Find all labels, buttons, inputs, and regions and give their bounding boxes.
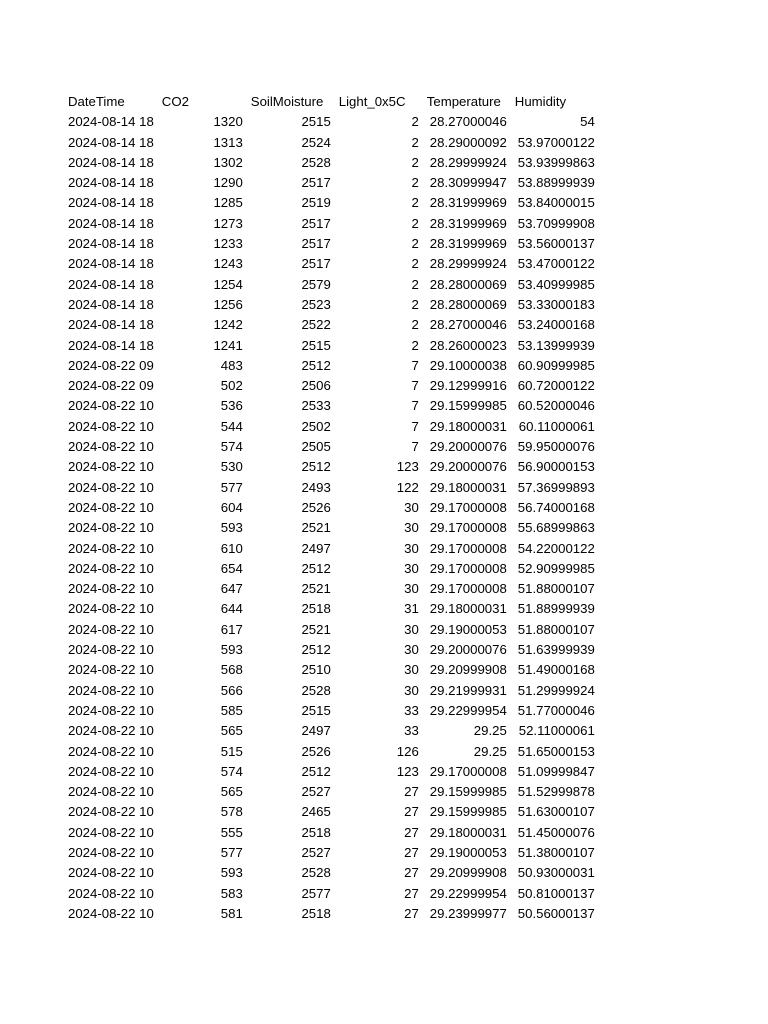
cell-temperature: 28.29000092: [429, 134, 507, 150]
cell-datetime: 2024-08-22 10: [68, 540, 154, 556]
table-row: [64, 133, 599, 153]
cell-light: 123: [396, 763, 419, 779]
cell-temperature: 28.31999969: [429, 236, 507, 252]
header-humidity: Humidity: [514, 94, 567, 109]
table-row: [64, 234, 599, 254]
cell-datetime: 2024-08-22 10: [68, 804, 154, 820]
cell-temperature: 29.20999908: [429, 662, 507, 678]
cell-soilmoisture: 2505: [301, 439, 331, 455]
cell-soilmoisture: 2512: [301, 459, 331, 475]
cell-soilmoisture: 2517: [301, 215, 331, 231]
cell-datetime: 2024-08-22 10: [68, 459, 154, 475]
cell-light: 7: [411, 398, 419, 414]
cell-humidity: 53.56000137: [517, 236, 595, 252]
table-row: [64, 376, 599, 396]
cell-temperature: 29.23999977: [429, 905, 507, 921]
cell-light: 2: [411, 154, 419, 170]
cell-temperature: 29.12999916: [429, 378, 507, 394]
cell-light: 2: [411, 134, 419, 150]
cell-soilmoisture: 2517: [301, 236, 331, 252]
cell-temperature: 29.25: [473, 723, 507, 739]
cell-soilmoisture: 2510: [301, 662, 331, 678]
cell-temperature: 28.28000069: [429, 296, 507, 312]
cell-humidity: 51.65000153: [517, 743, 595, 759]
cell-soilmoisture: 2524: [301, 134, 331, 150]
cell-light: 30: [404, 499, 419, 515]
table-row: [64, 295, 599, 315]
cell-datetime: 2024-08-22 10: [68, 784, 154, 800]
cell-datetime: 2024-08-14 18: [68, 236, 154, 252]
cell-light: 2: [411, 256, 419, 272]
cell-humidity: 51.09999847: [517, 763, 595, 779]
cell-light: 30: [404, 621, 419, 637]
cell-datetime: 2024-08-22 10: [68, 844, 154, 860]
cell-humidity: 60.90999985: [517, 357, 595, 373]
table-row: [64, 782, 599, 802]
cell-soilmoisture: 2577: [301, 885, 331, 901]
table-row: [64, 701, 599, 721]
cell-datetime: 2024-08-22 10: [68, 601, 154, 617]
cell-temperature: 29.19000053: [429, 844, 507, 860]
cell-humidity: 50.81000137: [517, 885, 595, 901]
table-row: [64, 315, 599, 335]
cell-datetime: 2024-08-22 10: [68, 662, 154, 678]
table-row: [64, 173, 599, 193]
table-row: [64, 620, 599, 640]
cell-humidity: 56.90000153: [517, 459, 595, 475]
cell-co2: 565: [220, 723, 243, 739]
cell-light: 2: [411, 215, 419, 231]
table-body: [64, 92, 599, 924]
cell-soilmoisture: 2527: [301, 844, 331, 860]
cell-humidity: 51.49000168: [517, 662, 595, 678]
table-row: [64, 640, 599, 660]
table-row: [64, 336, 599, 356]
table-row: [64, 396, 599, 416]
cell-temperature: 29.10000038: [429, 357, 507, 373]
cell-datetime: 2024-08-22 09: [68, 378, 154, 394]
cell-light: 30: [404, 642, 419, 658]
cell-humidity: 51.52999878: [517, 784, 595, 800]
cell-soilmoisture: 2521: [301, 581, 331, 597]
cell-temperature: 29.17000008: [429, 560, 507, 576]
table-row: [64, 153, 599, 173]
cell-co2: 578: [220, 804, 243, 820]
data-table: [64, 92, 599, 924]
table-row: [64, 518, 599, 538]
cell-temperature: 29.17000008: [429, 520, 507, 536]
cell-temperature: 29.20000076: [429, 439, 507, 455]
cell-co2: 1285: [213, 195, 243, 211]
cell-datetime: 2024-08-22 10: [68, 905, 154, 921]
cell-temperature: 28.28000069: [429, 276, 507, 292]
cell-co2: 593: [220, 520, 243, 536]
cell-soilmoisture: 2512: [301, 560, 331, 576]
table-row: [64, 863, 599, 883]
cell-co2: 1254: [213, 276, 243, 292]
table-row: [64, 254, 599, 274]
cell-soilmoisture: 2518: [301, 905, 331, 921]
table-row: [64, 275, 599, 295]
table-row: [64, 478, 599, 498]
cell-soilmoisture: 2465: [301, 804, 331, 820]
cell-temperature: 29.18000031: [429, 601, 507, 617]
cell-humidity: 51.29999924: [517, 682, 595, 698]
cell-datetime: 2024-08-22 10: [68, 642, 154, 658]
cell-light: 2: [411, 337, 419, 353]
cell-humidity: 53.24000168: [517, 317, 595, 333]
cell-soilmoisture: 2515: [301, 114, 331, 130]
cell-light: 30: [404, 520, 419, 536]
cell-humidity: 56.74000168: [517, 499, 595, 515]
cell-light: 123: [396, 459, 419, 475]
cell-light: 33: [404, 702, 419, 718]
cell-datetime: 2024-08-22 10: [68, 763, 154, 779]
table-row: [64, 559, 599, 579]
cell-co2: 544: [220, 418, 243, 434]
cell-temperature: 28.31999969: [429, 195, 507, 211]
cell-humidity: 53.33000183: [517, 296, 595, 312]
cell-temperature: 29.22999954: [429, 702, 507, 718]
cell-temperature: 29.21999931: [429, 682, 507, 698]
cell-light: 27: [404, 885, 419, 901]
cell-light: 7: [411, 439, 419, 455]
cell-datetime: 2024-08-14 18: [68, 114, 154, 130]
cell-soilmoisture: 2579: [301, 276, 331, 292]
cell-datetime: 2024-08-14 18: [68, 256, 154, 272]
cell-soilmoisture: 2528: [301, 682, 331, 698]
header-soilmoisture: SoilMoisture: [250, 94, 324, 109]
cell-light: 2: [411, 175, 419, 191]
cell-humidity: 59.95000076: [517, 439, 595, 455]
table-row: [64, 498, 599, 518]
cell-humidity: 55.68999863: [517, 520, 595, 536]
cell-soilmoisture: 2526: [301, 743, 331, 759]
cell-light: 2: [411, 276, 419, 292]
cell-soilmoisture: 2515: [301, 702, 331, 718]
table-row: [64, 457, 599, 477]
cell-datetime: 2024-08-22 10: [68, 560, 154, 576]
table-row: [64, 437, 599, 457]
cell-humidity: 54.22000122: [517, 540, 595, 556]
cell-soilmoisture: 2497: [301, 723, 331, 739]
cell-light: 31: [404, 601, 419, 617]
cell-co2: 577: [220, 844, 243, 860]
header-datetime: DateTime: [68, 94, 125, 109]
cell-co2: 536: [220, 398, 243, 414]
cell-light: 2: [411, 296, 419, 312]
cell-light: 30: [404, 662, 419, 678]
cell-humidity: 51.88000107: [517, 581, 595, 597]
cell-humidity: 52.90999985: [517, 560, 595, 576]
cell-light: 27: [404, 865, 419, 881]
cell-light: 2: [411, 195, 419, 211]
cell-humidity: 53.47000122: [517, 256, 595, 272]
table-row: [64, 599, 599, 619]
cell-light: 30: [404, 581, 419, 597]
cell-soilmoisture: 2518: [301, 601, 331, 617]
cell-soilmoisture: 2506: [301, 378, 331, 394]
table-row: [64, 417, 599, 437]
cell-soilmoisture: 2528: [301, 865, 331, 881]
cell-soilmoisture: 2521: [301, 520, 331, 536]
cell-co2: 574: [220, 439, 243, 455]
cell-humidity: 57.36999893: [517, 479, 595, 495]
cell-co2: 483: [220, 357, 243, 373]
cell-soilmoisture: 2497: [301, 540, 331, 556]
cell-datetime: 2024-08-22 10: [68, 581, 154, 597]
cell-temperature: 28.27000046: [429, 114, 507, 130]
cell-temperature: 28.29999924: [429, 256, 507, 272]
cell-temperature: 28.27000046: [429, 317, 507, 333]
header-row: [64, 92, 599, 112]
cell-humidity: 53.84000015: [517, 195, 595, 211]
cell-soilmoisture: 2522: [301, 317, 331, 333]
cell-datetime: 2024-08-22 10: [68, 499, 154, 515]
cell-light: 122: [396, 479, 419, 495]
cell-datetime: 2024-08-22 10: [68, 865, 154, 881]
table-row: [64, 579, 599, 599]
header-co2: CO2: [161, 94, 189, 109]
cell-soilmoisture: 2512: [301, 763, 331, 779]
cell-co2: 593: [220, 642, 243, 658]
cell-humidity: 54: [580, 114, 595, 130]
cell-co2: 1256: [213, 296, 243, 312]
cell-co2: 577: [220, 479, 243, 495]
cell-humidity: 50.93000031: [517, 865, 595, 881]
cell-light: 30: [404, 682, 419, 698]
table-row: [64, 681, 599, 701]
cell-datetime: 2024-08-22 10: [68, 885, 154, 901]
cell-temperature: 29.19000053: [429, 621, 507, 637]
cell-datetime: 2024-08-14 18: [68, 215, 154, 231]
cell-light: 7: [411, 357, 419, 373]
cell-co2: 647: [220, 581, 243, 597]
cell-datetime: 2024-08-22 09: [68, 357, 154, 373]
cell-co2: 593: [220, 865, 243, 881]
table-row: [64, 742, 599, 762]
cell-datetime: 2024-08-14 18: [68, 276, 154, 292]
cell-datetime: 2024-08-14 18: [68, 175, 154, 191]
cell-humidity: 60.11000061: [518, 418, 595, 434]
cell-temperature: 29.18000031: [429, 824, 507, 840]
cell-co2: 617: [220, 621, 243, 637]
cell-soilmoisture: 2519: [301, 195, 331, 211]
cell-soilmoisture: 2527: [301, 784, 331, 800]
cell-co2: 515: [220, 743, 243, 759]
cell-light: 126: [396, 743, 419, 759]
cell-datetime: 2024-08-22 10: [68, 520, 154, 536]
cell-datetime: 2024-08-22 10: [68, 743, 154, 759]
cell-temperature: 29.15999985: [429, 398, 507, 414]
cell-soilmoisture: 2515: [301, 337, 331, 353]
cell-soilmoisture: 2512: [301, 642, 331, 658]
cell-temperature: 28.31999969: [429, 215, 507, 231]
cell-humidity: 51.45000076: [517, 824, 595, 840]
cell-temperature: 29.17000008: [429, 581, 507, 597]
cell-co2: 568: [220, 662, 243, 678]
cell-humidity: 60.52000046: [517, 398, 595, 414]
cell-temperature: 29.20999908: [429, 865, 507, 881]
cell-temperature: 29.17000008: [429, 499, 507, 515]
cell-datetime: 2024-08-22 10: [68, 621, 154, 637]
cell-humidity: 60.72000122: [517, 378, 595, 394]
cell-light: 27: [404, 784, 419, 800]
cell-datetime: 2024-08-22 10: [68, 479, 154, 495]
cell-humidity: 51.88999939: [517, 601, 595, 617]
cell-soilmoisture: 2493: [301, 479, 331, 495]
cell-co2: 610: [220, 540, 243, 556]
cell-humidity: 51.38000107: [517, 844, 595, 860]
cell-datetime: 2024-08-14 18: [68, 296, 154, 312]
cell-co2: 1233: [213, 236, 243, 252]
cell-light: 30: [404, 540, 419, 556]
header-temperature: Temperature: [426, 94, 501, 109]
cell-soilmoisture: 2518: [301, 824, 331, 840]
cell-soilmoisture: 2528: [301, 154, 331, 170]
table-row: [64, 823, 599, 843]
cell-co2: 1243: [213, 256, 243, 272]
cell-datetime: 2024-08-14 18: [68, 134, 154, 150]
cell-temperature: 29.18000031: [429, 418, 507, 434]
table-row: [64, 884, 599, 904]
cell-soilmoisture: 2521: [301, 621, 331, 637]
header-light: Light_0x5C: [338, 94, 406, 109]
cell-humidity: 51.63000107: [517, 804, 595, 820]
cell-co2: 530: [220, 459, 243, 475]
cell-datetime: 2024-08-22 10: [68, 398, 154, 414]
cell-datetime: 2024-08-14 18: [68, 337, 154, 353]
cell-datetime: 2024-08-22 10: [68, 702, 154, 718]
cell-humidity: 50.56000137: [517, 905, 595, 921]
table-row: [64, 356, 599, 376]
cell-soilmoisture: 2512: [301, 357, 331, 373]
cell-co2: 1241: [213, 337, 243, 353]
table-row: [64, 660, 599, 680]
cell-datetime: 2024-08-14 18: [68, 195, 154, 211]
cell-light: 2: [411, 236, 419, 252]
cell-temperature: 29.15999985: [429, 784, 507, 800]
cell-light: 27: [404, 844, 419, 860]
cell-light: 27: [404, 905, 419, 921]
cell-soilmoisture: 2526: [301, 499, 331, 515]
cell-datetime: 2024-08-14 18: [68, 317, 154, 333]
cell-temperature: 29.18000031: [429, 479, 507, 495]
cell-light: 7: [411, 418, 419, 434]
cell-humidity: 53.93999863: [517, 154, 595, 170]
cell-co2: 1313: [213, 134, 243, 150]
cell-humidity: 52.11000061: [518, 723, 595, 739]
cell-temperature: 28.26000023: [429, 337, 507, 353]
table-row: [64, 721, 599, 741]
cell-humidity: 51.77000046: [517, 702, 595, 718]
cell-datetime: 2024-08-22 10: [68, 418, 154, 434]
cell-temperature: 28.30999947: [429, 175, 507, 191]
table-row: [64, 539, 599, 559]
cell-temperature: 29.22999954: [429, 885, 507, 901]
cell-light: 30: [404, 560, 419, 576]
cell-co2: 1273: [213, 215, 243, 231]
cell-light: 2: [411, 114, 419, 130]
cell-light: 7: [411, 378, 419, 394]
cell-co2: 1290: [213, 175, 243, 191]
table-row: [64, 214, 599, 234]
table-row: [64, 112, 599, 132]
cell-datetime: 2024-08-22 10: [68, 682, 154, 698]
cell-co2: 644: [220, 601, 243, 617]
cell-humidity: 51.88000107: [517, 621, 595, 637]
cell-co2: 604: [220, 499, 243, 515]
cell-datetime: 2024-08-22 10: [68, 723, 154, 739]
cell-light: 27: [404, 824, 419, 840]
cell-humidity: 53.13999939: [517, 337, 595, 353]
cell-soilmoisture: 2517: [301, 175, 331, 191]
cell-soilmoisture: 2523: [301, 296, 331, 312]
cell-temperature: 28.29999924: [429, 154, 507, 170]
cell-soilmoisture: 2533: [301, 398, 331, 414]
cell-co2: 1302: [213, 154, 243, 170]
cell-co2: 1320: [213, 114, 243, 130]
cell-datetime: 2024-08-22 10: [68, 439, 154, 455]
cell-temperature: 29.17000008: [429, 763, 507, 779]
table-row: [64, 904, 599, 924]
cell-soilmoisture: 2517: [301, 256, 331, 272]
cell-temperature: 29.17000008: [429, 540, 507, 556]
cell-co2: 581: [220, 905, 243, 921]
cell-humidity: 53.88999939: [517, 175, 595, 191]
cell-co2: 1242: [213, 317, 243, 333]
cell-light: 33: [404, 723, 419, 739]
cell-co2: 566: [220, 682, 243, 698]
cell-humidity: 53.40999985: [517, 276, 595, 292]
cell-humidity: 51.63999939: [517, 642, 595, 658]
cell-co2: 565: [220, 784, 243, 800]
cell-light: 2: [411, 317, 419, 333]
cell-light: 27: [404, 804, 419, 820]
cell-datetime: 2024-08-14 18: [68, 154, 154, 170]
table-row: [64, 193, 599, 213]
cell-co2: 583: [220, 885, 243, 901]
cell-co2: 585: [220, 702, 243, 718]
cell-temperature: 29.25: [473, 743, 507, 759]
cell-temperature: 29.20000076: [429, 642, 507, 658]
cell-co2: 502: [220, 378, 243, 394]
cell-co2: 555: [220, 824, 243, 840]
cell-co2: 574: [220, 763, 243, 779]
cell-soilmoisture: 2502: [301, 418, 331, 434]
table-row: [64, 802, 599, 822]
cell-temperature: 29.20000076: [429, 459, 507, 475]
cell-temperature: 29.15999985: [429, 804, 507, 820]
table-row: [64, 843, 599, 863]
table-row: [64, 762, 599, 782]
cell-humidity: 53.97000122: [517, 134, 595, 150]
cell-datetime: 2024-08-22 10: [68, 824, 154, 840]
cell-co2: 654: [220, 560, 243, 576]
cell-humidity: 53.70999908: [517, 215, 595, 231]
